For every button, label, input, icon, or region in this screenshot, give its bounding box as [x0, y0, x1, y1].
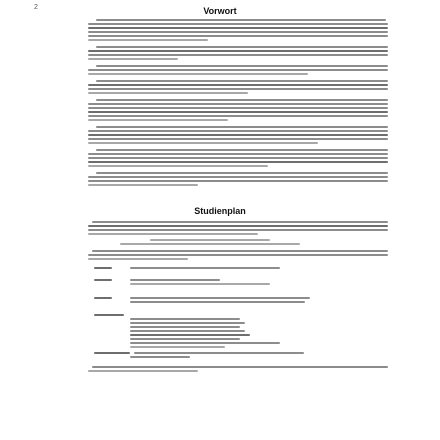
schedule-term-label: [94, 267, 112, 269]
schedule-entry: [130, 301, 305, 303]
schedule-entry: [130, 267, 280, 269]
schedule-term-label: [94, 297, 112, 299]
schedule-entry: [130, 338, 240, 340]
schedule-entry: [130, 346, 225, 348]
schedule-entry: [130, 279, 220, 281]
text-line: [92, 366, 388, 368]
schedule-entry: [130, 356, 190, 358]
studienplan-heading: Studienplan: [194, 206, 246, 216]
page-number: 2: [34, 4, 38, 11]
text-line: [88, 370, 198, 372]
schedule-entry: [130, 297, 310, 299]
schedule-entry: [134, 352, 304, 354]
schedule-entry: [130, 330, 245, 332]
schedule-entry: [130, 342, 280, 344]
schedule-term-label: [94, 352, 130, 354]
schedule-entry: [130, 326, 240, 328]
schedule-term-label: [94, 314, 124, 316]
schedule-entry: [130, 334, 250, 336]
vorwort-heading: Vorwort: [203, 6, 237, 16]
schedule-entry: [130, 318, 240, 320]
schedule-entry: [130, 322, 245, 324]
schedule-entry: [130, 283, 270, 285]
schedule-term-label: [94, 279, 112, 281]
